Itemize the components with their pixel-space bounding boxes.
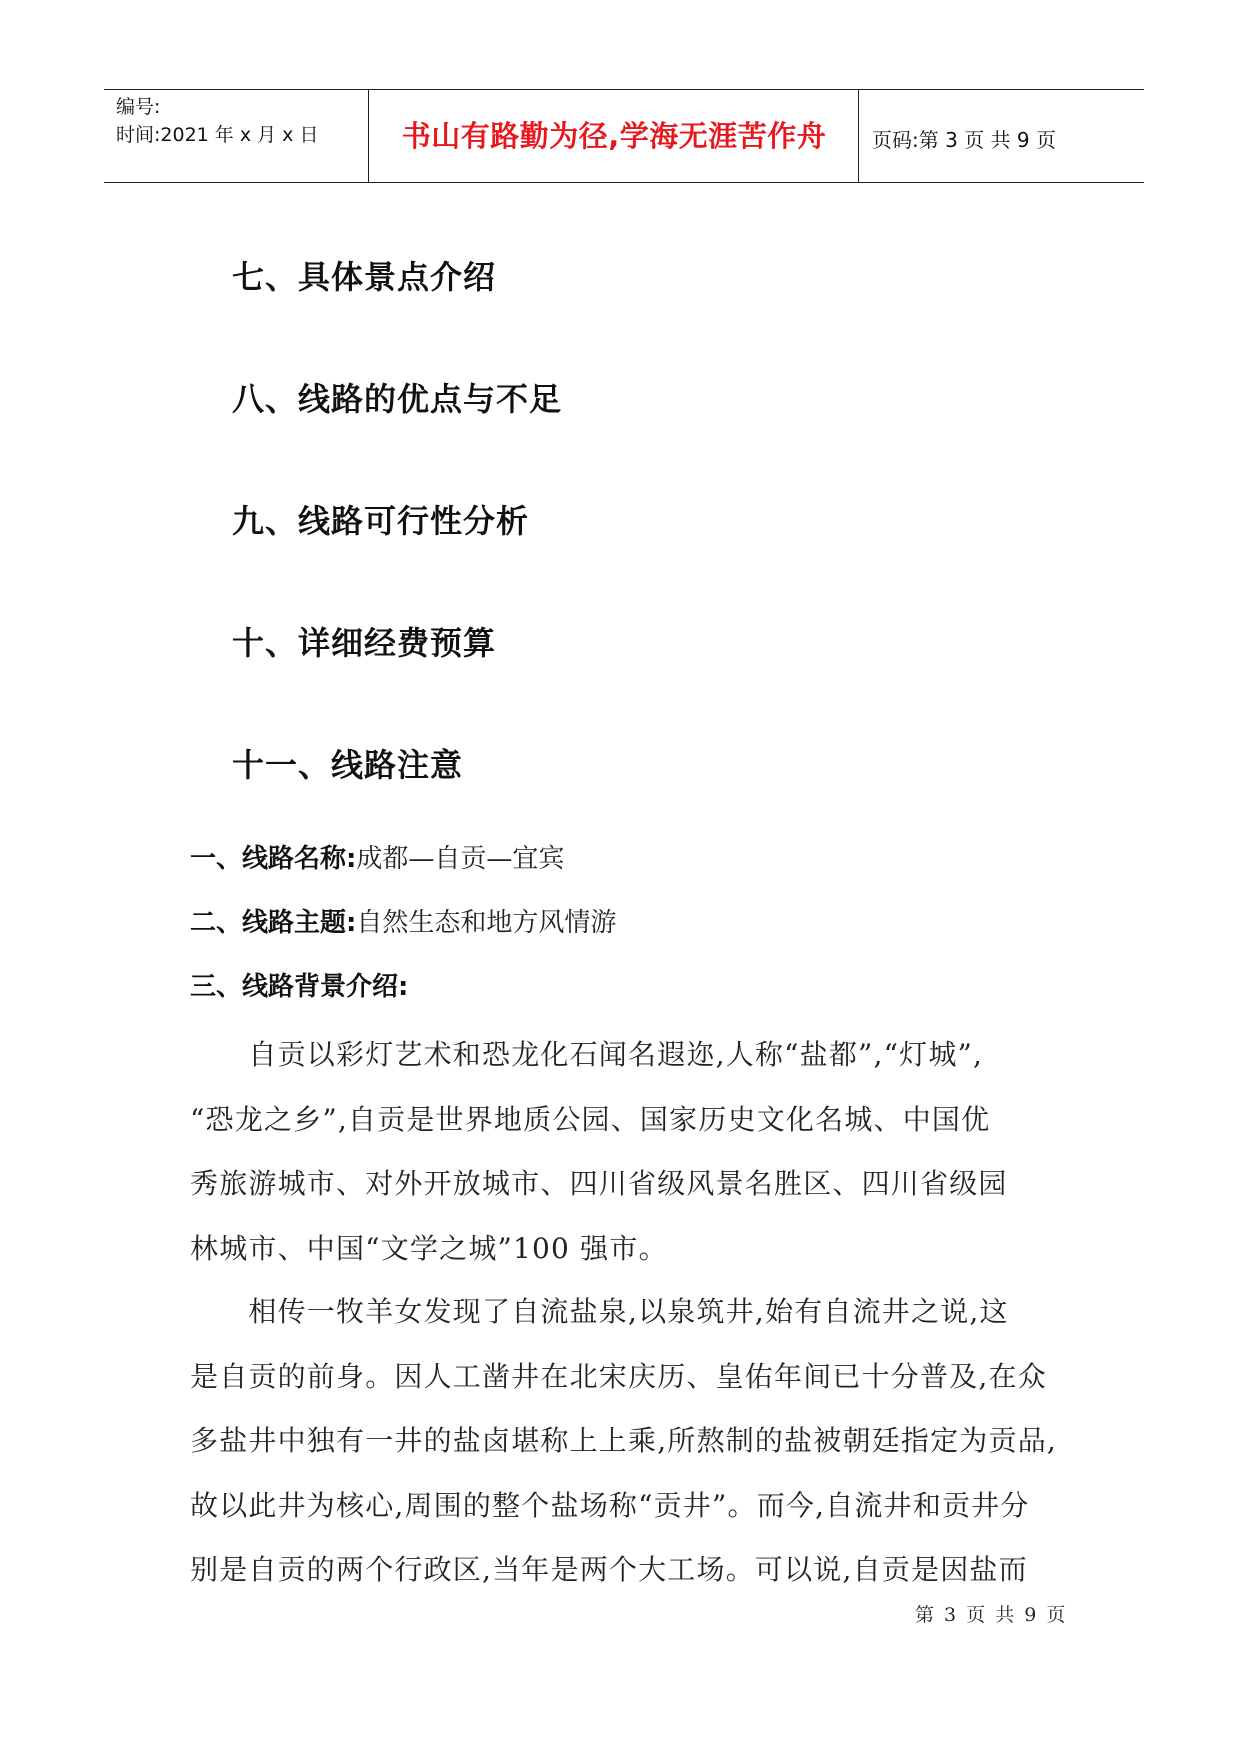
route-theme-item — [190, 902, 616, 939]
route-name-label: 一、线路名称: — [190, 844, 357, 874]
section-heading-8: 八、线路的优点与不足 — [232, 380, 563, 418]
paragraph-line: 是自贡的前身。因人工凿井在北宋庆历、皇佑年间已十分普及,在众 — [190, 1359, 1047, 1393]
paragraph-line: 自贡以彩灯艺术和恐龙化石闻名遐迩,人称“盐都”,“灯城”, — [190, 1038, 984, 1071]
route-background-label: 三、线路背景介绍: — [190, 972, 409, 1002]
route-background-item — [190, 966, 408, 1003]
route-name-value: 成都—自贡—宜宾 — [356, 844, 565, 874]
header-motto: 书山有路勤为径,学海无涯苦作舟 — [401, 119, 827, 153]
paragraph-line: 故以此井为核心,周围的整个盐场称“贡井”。而今,自流井和贡井分 — [190, 1488, 1030, 1522]
paragraph-line: 秀旅游城市、对外开放城市、四川省级风景名胜区、四川省级园 — [190, 1167, 1008, 1200]
paragraph-history — [190, 1280, 1060, 1603]
page-footer: 第 3 页 共 9 页 — [915, 1604, 1068, 1626]
paragraph-line: 别是自贡的两个行政区,当年是两个大工场。可以说,自贡是因盐而 — [190, 1553, 1028, 1586]
header-meta — [116, 93, 318, 149]
route-theme-label: 二、线路主题: — [190, 908, 357, 938]
route-name-item — [190, 838, 564, 875]
section-heading-10: 十、详细经费预算 — [232, 624, 497, 662]
header-page-number: 页码:第 3 页 共 9 页 — [872, 128, 1056, 152]
section-heading-9: 九、线路可行性分析 — [232, 502, 530, 540]
paragraph-line: 多盐井中独有一井的盐卤堪称上上乘,所熬制的盐被朝廷指定为贡品, — [190, 1424, 1058, 1457]
route-theme-value: 自然生态和地方风情游 — [356, 908, 617, 938]
paragraph-line: 林城市、中国“文学之城”100 强市。 — [190, 1231, 668, 1265]
paragraph-line: 相传一牧羊女发现了自流盐泉,以泉筑井,始有自流井之说,这 — [190, 1295, 1009, 1328]
header-divider-left — [368, 89, 369, 182]
paragraph-intro — [190, 1023, 1060, 1281]
document-time-label: 时间:2021 年 x 月 x 日 — [116, 124, 319, 146]
header-top-rule — [104, 89, 1144, 90]
section-heading-7: 七、具体景点介绍 — [232, 258, 497, 296]
header-bottom-rule — [104, 182, 1144, 183]
document-number-label: 编号: — [116, 96, 161, 118]
paragraph-line: “恐龙之乡”,自贡是世界地质公园、国家历史文化名城、中国优 — [190, 1102, 991, 1136]
section-heading-11: 十一、线路注意 — [232, 746, 464, 784]
header-divider-right — [858, 89, 859, 182]
